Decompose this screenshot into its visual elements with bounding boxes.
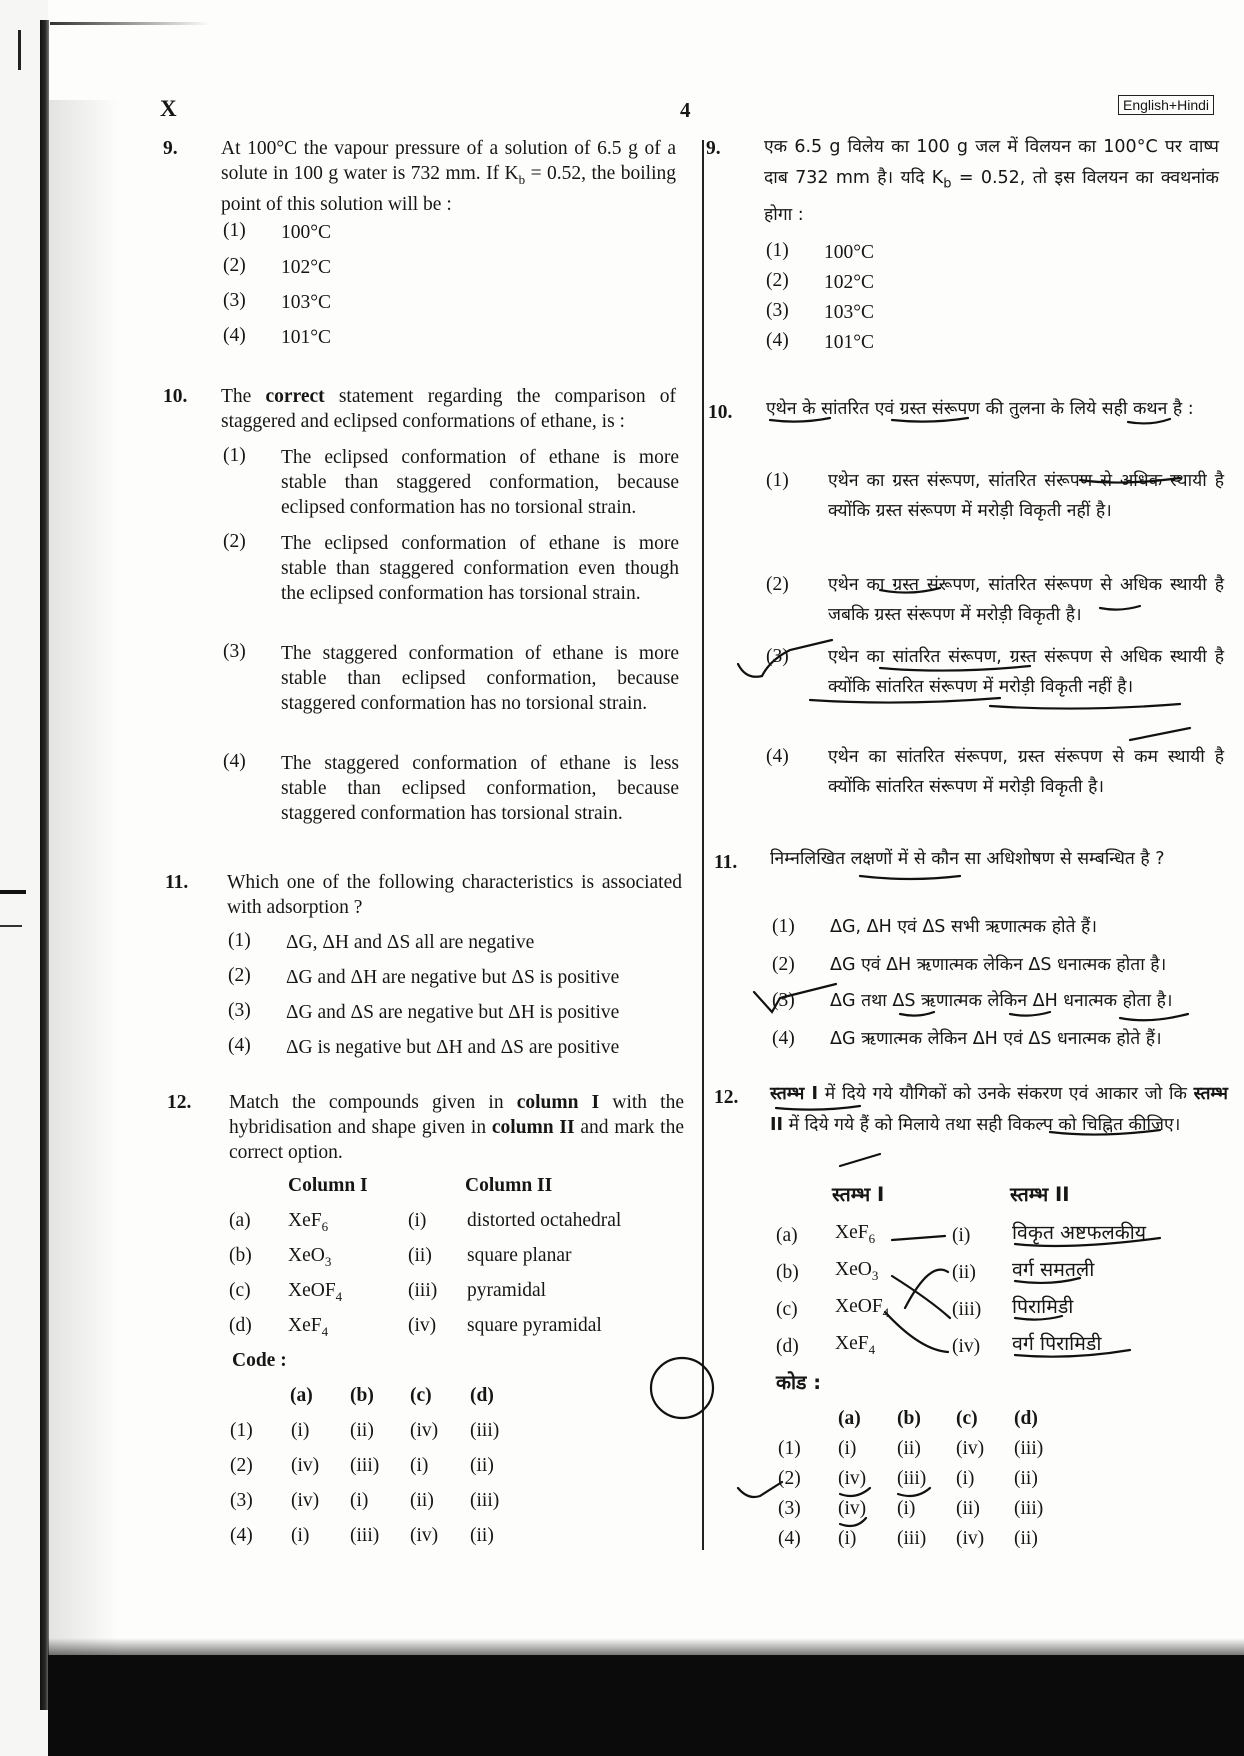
row-roman: (i): [952, 1225, 971, 1246]
option-number: (3): [766, 300, 789, 321]
option-number: (1): [228, 930, 251, 951]
option-number: (2): [766, 574, 789, 595]
row-label: (c): [229, 1280, 251, 1301]
underline-mark: [860, 876, 960, 879]
question-number: 12.: [714, 1087, 739, 1108]
question-number: 10.: [163, 386, 188, 407]
option-text: ΔG, ΔH and ΔS all are negative: [286, 932, 535, 953]
code-head: (c): [956, 1408, 978, 1429]
compound: XeF$_4$: [288, 1315, 329, 1339]
row-label: (a): [229, 1210, 251, 1231]
option-number: (1): [772, 916, 795, 937]
option-number: (2): [772, 954, 795, 975]
option-number: (3): [223, 290, 246, 311]
row-label: (d): [229, 1315, 252, 1336]
option-number: (2): [230, 1455, 253, 1476]
code-value: (iii): [897, 1528, 927, 1549]
option-number: (1): [223, 445, 246, 466]
column-header: Column II: [465, 1175, 553, 1196]
row-roman: (iv): [408, 1315, 437, 1336]
question-number: 10.: [708, 402, 733, 423]
code-head: (b): [897, 1408, 921, 1429]
question-text: निम्नलिखित लक्षणों में से कौन सा अधिशोषण से सम्बन्धित है ?: [770, 849, 1165, 869]
option-number: (4): [778, 1528, 801, 1549]
underline-mark: [1130, 728, 1190, 740]
code-value: (ii): [897, 1438, 921, 1459]
match-line: [885, 1312, 948, 1352]
scan-mark: [0, 890, 26, 894]
option-number: (2): [766, 270, 789, 291]
option-number: (2): [778, 1468, 801, 1489]
question-text: The correct statement regarding the comparison of staggered and eclipsed conformations of ethane, is :: [221, 386, 677, 432]
code-value: (iv): [956, 1528, 985, 1549]
code-value: (i): [350, 1490, 369, 1511]
option-text: ΔG एवं ΔH ऋणात्मक लेकिन ΔS धनात्मक होता है।: [830, 955, 1167, 975]
shape: square pyramidal: [467, 1315, 602, 1336]
option-text: ΔG and ΔH are negative but ΔS is positive: [286, 967, 620, 988]
code-head: (a): [838, 1408, 861, 1429]
option-text: The staggered conformation of ethane is more stable than eclipsed conformation, because staggered conformation has no torsional strain.: [281, 643, 679, 714]
option-text: एथेन का सांतरित संरूपण, ग्रस्त संरूपण से अधिक स्थायी है क्योंकि सांतरित संरूपण में मरोड़ी विकृती नहीं है।: [828, 647, 1224, 697]
option-number: (4): [766, 330, 789, 351]
option-text: The staggered conformation of ethane is less stable than eclipsed conformation, because staggered conformation has torsional strain.: [281, 753, 679, 824]
compound: XeF$_6$: [835, 1222, 876, 1246]
shape: विकृत अष्टफलकीय: [1012, 1221, 1147, 1244]
column-header: Column I: [288, 1175, 368, 1196]
compound: XeOF$_4$: [288, 1280, 343, 1304]
question-text: एथेन के सांतरित एवं ग्रस्त संरूपण की तुलना के लिये सही कथन है :: [766, 399, 1194, 419]
option-number: (4): [228, 1035, 251, 1056]
option-number: (1): [766, 470, 789, 491]
shape: distorted octahedral: [467, 1210, 622, 1231]
option-text: 102°C: [824, 272, 875, 293]
tick-mark: [754, 984, 836, 1012]
row-roman: (ii): [408, 1245, 432, 1266]
option-number: (1): [223, 220, 246, 241]
option-number: (2): [228, 965, 251, 986]
row-label: (a): [776, 1225, 798, 1246]
code-value: (ii): [470, 1455, 494, 1476]
option-text: एथेन का ग्रस्त संरूपण, सांतरित संरूपण से अधिक स्थायी है क्योंकि ग्रस्त संरूपण में मरोड़ी विकृती नहीं है।: [828, 471, 1224, 521]
code-head: (a): [290, 1385, 313, 1406]
option-text: 103°C: [824, 302, 875, 323]
question-number: 11.: [714, 852, 738, 873]
code-value: (iii): [470, 1490, 500, 1511]
code-value: (i): [410, 1455, 429, 1476]
code-value: (i): [838, 1438, 857, 1459]
code-value: (i): [838, 1528, 857, 1549]
option-text: ΔG ऋणात्मक लेकिन ΔH एवं ΔS धनात्मक होते हैं।: [830, 1029, 1162, 1049]
option-text: ΔG तथा ΔS ऋणात्मक लेकिन ΔH धनात्मक होता है।: [830, 991, 1173, 1011]
row-roman: (iii): [408, 1280, 438, 1301]
option-number: (3): [778, 1498, 801, 1519]
code-value: (ii): [410, 1490, 434, 1511]
question-text: एक 6.5 g विलेय का 100 g जल में विलयन का 100°C पर वाष्प दाब 732 mm है। यदि $K_b = 0.52$, तो इस विलयन का क्वथनांक होगा :: [764, 137, 1219, 225]
code-value: (iv): [956, 1438, 985, 1459]
code-value: (i): [291, 1420, 310, 1441]
code-value: (i): [897, 1498, 916, 1519]
code-value: (iii): [350, 1455, 380, 1476]
match-line: [892, 1236, 945, 1240]
row-label: (c): [776, 1299, 798, 1320]
shape: square planar: [467, 1245, 572, 1266]
scan-edge: [50, 22, 210, 25]
shape: वर्ग समतली: [1012, 1258, 1095, 1281]
code-value: (iii): [1014, 1498, 1044, 1519]
compound: XeO$_3$: [288, 1245, 332, 1269]
scan-mark: [0, 925, 22, 927]
column-header: स्तम्भ II: [1010, 1183, 1070, 1206]
row-label: (b): [229, 1245, 252, 1266]
scan-bottom-bar: [48, 1655, 1244, 1756]
row-label: (d): [776, 1336, 799, 1357]
option-number: (2): [223, 255, 246, 276]
code-value: (i): [291, 1525, 310, 1546]
code-value: (ii): [350, 1420, 374, 1441]
code-value: (ii): [956, 1498, 980, 1519]
option-number: (4): [766, 746, 789, 767]
question-number: 11.: [165, 872, 189, 893]
code-value: (iii): [470, 1420, 500, 1441]
compound: XeF$_6$: [288, 1210, 329, 1234]
question-text: स्तम्भ I में दिये गये यौगिकों को उनके संकरण एवं आकार जो कि स्तम्भ II में दिये गये हैं को मिलाये तथा सही विकल्प को चिह्नित कीजिए।: [770, 1084, 1228, 1135]
option-text: 100°C: [824, 242, 875, 263]
code-value: (iii): [897, 1468, 927, 1489]
tick-mark: [738, 1482, 782, 1497]
code-value: (iv): [838, 1498, 867, 1519]
code-label: Code :: [232, 1350, 287, 1371]
row-roman: (i): [408, 1210, 427, 1231]
row-label: (b): [776, 1262, 799, 1283]
option-text: ΔG, ΔH एवं ΔS सभी ऋणात्मक होते हैं।: [830, 917, 1097, 937]
column-header: स्तम्भ I: [832, 1183, 885, 1206]
option-text: 102°C: [281, 257, 332, 278]
shape: pyramidal: [467, 1280, 547, 1301]
code-head: (d): [1014, 1408, 1038, 1429]
underline-mark: [990, 704, 1180, 709]
code-head: (d): [470, 1385, 494, 1406]
code-value: (iv): [291, 1455, 320, 1476]
code-value: (i): [956, 1468, 975, 1489]
option-number: (4): [223, 325, 246, 346]
option-text: 100°C: [281, 222, 332, 243]
column-divider: [702, 140, 704, 1550]
page-number: 4: [680, 98, 691, 122]
question-number: 9.: [706, 138, 721, 159]
code-value: (iii): [350, 1525, 380, 1546]
option-text: The eclipsed conformation of ethane is more stable than staggered conformation even though the eclipsed conformation has torsional strain.: [281, 533, 679, 604]
scan-mark: [0, 30, 21, 70]
code-head: (b): [350, 1385, 374, 1406]
code-value: (ii): [1014, 1528, 1038, 1549]
code-value: (iv): [838, 1468, 867, 1489]
code-label: कोड :: [776, 1371, 822, 1394]
option-text: 103°C: [281, 292, 332, 313]
option-number: (3): [766, 646, 789, 667]
option-text: एथेन का सांतरित संरूपण, ग्रस्त संरूपण से कम स्थायी है क्योंकि सांतरित संरूपण में मरोड़ी विकृती है।: [828, 747, 1224, 797]
code-value: (iv): [410, 1525, 439, 1546]
question-text: At 100°C the vapour pressure of a solution of 6.5 g of a solute in 100 g water is 732 mm. If $K_b = 0.52$, the boiling point of this solution will be :: [221, 138, 676, 215]
option-number: (4): [230, 1525, 253, 1546]
question-text: Match the compounds given in column I with the hybridisation and shape given in column II and mark the correct option.: [229, 1092, 685, 1163]
option-number: (2): [223, 531, 246, 552]
shape: वर्ग पिरामिडी: [1012, 1332, 1102, 1355]
option-number: (1): [778, 1438, 801, 1459]
option-number: (1): [230, 1420, 253, 1441]
language-badge: English+Hindi: [1118, 95, 1214, 115]
match-line: [905, 1270, 948, 1308]
code-value: (iv): [291, 1490, 320, 1511]
set-code: X: [160, 96, 177, 121]
binding-spine: [40, 20, 49, 1710]
option-text: ΔG and ΔS are negative but ΔH is positive: [286, 1002, 620, 1023]
option-number: (3): [772, 990, 795, 1011]
code-value: (ii): [470, 1525, 494, 1546]
binding-shadow: [49, 100, 119, 1660]
underline-mark: [840, 1154, 880, 1166]
compound: XeF$_4$: [835, 1333, 876, 1357]
option-number: (4): [772, 1028, 795, 1049]
shape: पिरामिडी: [1012, 1295, 1074, 1318]
code-value: (iv): [410, 1420, 439, 1441]
option-number: (3): [230, 1490, 253, 1511]
option-text: 101°C: [281, 327, 332, 348]
question-number: 9.: [163, 138, 178, 159]
question-text: Which one of the following characteristics is associated with adsorption ?: [227, 872, 682, 918]
scan-shadow: [48, 1638, 1244, 1656]
option-text: 101°C: [824, 332, 875, 353]
option-number: (4): [223, 751, 246, 772]
code-head: (c): [410, 1385, 432, 1406]
code-value: (ii): [1014, 1468, 1038, 1489]
match-line: [892, 1276, 950, 1318]
row-roman: (iv): [952, 1336, 981, 1357]
compound: XeO$_3$: [835, 1259, 879, 1283]
option-number: (1): [766, 240, 789, 261]
option-text: एथेन का ग्रस्त संरूपण, सांतरित संरूपण से अधिक स्थायी है जबकि ग्रस्त संरूपण में मरोड़ी विकृती है।: [828, 575, 1224, 625]
row-roman: (iii): [952, 1299, 982, 1320]
option-text: ΔG is negative but ΔH and ΔS are positive: [286, 1037, 620, 1058]
option-number: (3): [228, 1000, 251, 1021]
row-roman: (ii): [952, 1262, 976, 1283]
question-number: 12.: [167, 1092, 192, 1113]
compound: XeOF$_4$: [835, 1296, 890, 1320]
option-number: (3): [223, 641, 246, 662]
code-value: (iii): [1014, 1438, 1044, 1459]
option-text: The eclipsed conformation of ethane is more stable than staggered conformation, because eclipsed conformation has no torsional strain.: [281, 447, 679, 518]
